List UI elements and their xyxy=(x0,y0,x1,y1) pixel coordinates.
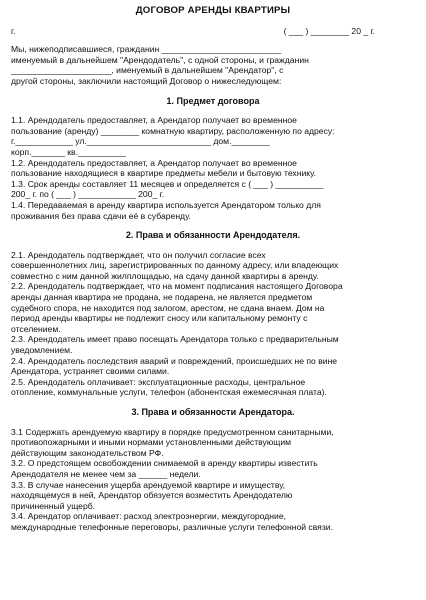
section-3-heading: 3. Права и обязанности Арендатора. xyxy=(131,407,295,417)
text-line: г.____________ ул.__________________________ дом.________ xyxy=(11,136,270,147)
date-field: ( ___ ) ________ 20 _ г. xyxy=(283,25,375,36)
text-line: 2.1. Арендодатель подтверждает, что он получил согласие всех xyxy=(11,249,266,260)
text-line: 3.2. О предстоящем освобождении снимаемой в аренду квартиры известить xyxy=(11,458,318,469)
text-line: причиненный ущерб. xyxy=(11,500,96,511)
text-line: уведомлением. xyxy=(11,345,73,356)
text-line: совместно с ним данной жилплощадью, на сдачу данной квартиры в аренду. xyxy=(11,270,319,281)
text-line: противопожарными и иными нормами установленными действующим xyxy=(11,437,292,448)
document-title: ДОГОВОР АРЕНДЫ КВАРТИРЫ xyxy=(135,5,291,16)
text-line: пользование (аренду) ________ комнатную квартиру, расположенную по адресу: xyxy=(11,125,335,136)
section-3-body xyxy=(11,427,415,533)
intro-paragraph xyxy=(11,44,415,86)
text-line: отселением. xyxy=(11,323,61,334)
text-line: проживания без права сдачи её в субаренду. xyxy=(11,210,191,221)
text-line: аренды данная квартира не продана, не подарена, не является предметом xyxy=(11,292,313,303)
text-line: 1.2. Арендодатель предоставляет, а Арендатор получает во временное xyxy=(11,157,297,168)
place-date-line xyxy=(11,26,415,37)
intro-line: _____________________, именуемый в дальнейшем "Арендатор", с xyxy=(11,65,284,76)
text-line: находящемуся в ней, Арендатор обязуется возместить Арендодателю xyxy=(11,490,293,501)
section-1-heading: 1. Предмет договора xyxy=(166,95,260,106)
intro-line: Мы, нижеподписавшиеся, гражданин _________________________ xyxy=(11,44,282,55)
text-line: 200_ г. по ( ___ ) ____________ 200_ г. xyxy=(11,189,165,200)
text-line: 2.2. Арендодатель подтверждает, что на момент подписания настоящего Договора xyxy=(11,281,343,292)
text-line: совершеннолетних лиц, зарегистрированных по данному адресу, или владеющих xyxy=(11,260,339,271)
text-line: 3.3. В случае нанесения ущерба арендуемой квартире и имуществу, xyxy=(11,479,286,490)
text-line: пользование находящиеся в квартире предметы мебели и бытовую технику. xyxy=(11,168,316,179)
text-line: 1.1. Арендодатель предоставляет, а Арендатор получает во временное xyxy=(11,115,297,126)
text-line: действующим законодательством РФ. xyxy=(11,447,164,458)
text-line: Арендодателя не менее чем за ______ недели. xyxy=(11,468,201,479)
section-2-heading: 2. Права и обязанности Арендодателя. xyxy=(125,230,301,241)
text-line: 3.4. Арендатор оплачивает: расход электроэнергии, междугородние, xyxy=(11,511,286,522)
intro-line: другой стороны, заключили настоящий Договор о нижеследующем: xyxy=(11,75,282,86)
text-line: международные телефонные переговоры, различные услуги телефонной связи. xyxy=(11,521,333,532)
text-line: 1.4. Передаваемая в аренду квартира используется Арендатором только для xyxy=(11,199,321,210)
text-line: 1.3. Срок аренды составляет 11 месяцев и определяется с ( ___ ) __________ xyxy=(11,178,324,189)
text-line: корп._______ кв.__________ xyxy=(11,146,126,157)
text-line: 3.1 Содержать арендуемую квартиру в порядке предусмотренном санитарными, xyxy=(11,426,334,437)
text-line: Арендатора, устраняет своими силами. xyxy=(11,366,170,377)
text-line: 2.5. Арендодатель оплачивает: эксплуатационные расходы, центральное xyxy=(11,376,306,387)
text-line: период аренды квартиры не подлежит сносу или капитальному ремонту с xyxy=(11,313,308,324)
text-line: судебного спора, не находится под залогом, арестом, не сдана внаем. Дом на xyxy=(11,302,325,313)
text-line: 2.4. Арендодатель последствия аварий и повреждений, происшедших не по вине xyxy=(11,355,338,366)
section-2-body xyxy=(11,250,415,398)
text-line: отопление, коммунальные услуги, телефон (абонентская ежемесячная плата). xyxy=(11,387,327,398)
intro-line: именуемый в дальнейшем "Арендодатель", с одной стороны, и гражданин xyxy=(11,54,309,65)
section-1-body xyxy=(11,115,415,221)
text-line: 2.3. Арендодатель имеет право посещать Арендатора только с предварительным xyxy=(11,334,339,345)
city-field: г. xyxy=(11,25,16,36)
